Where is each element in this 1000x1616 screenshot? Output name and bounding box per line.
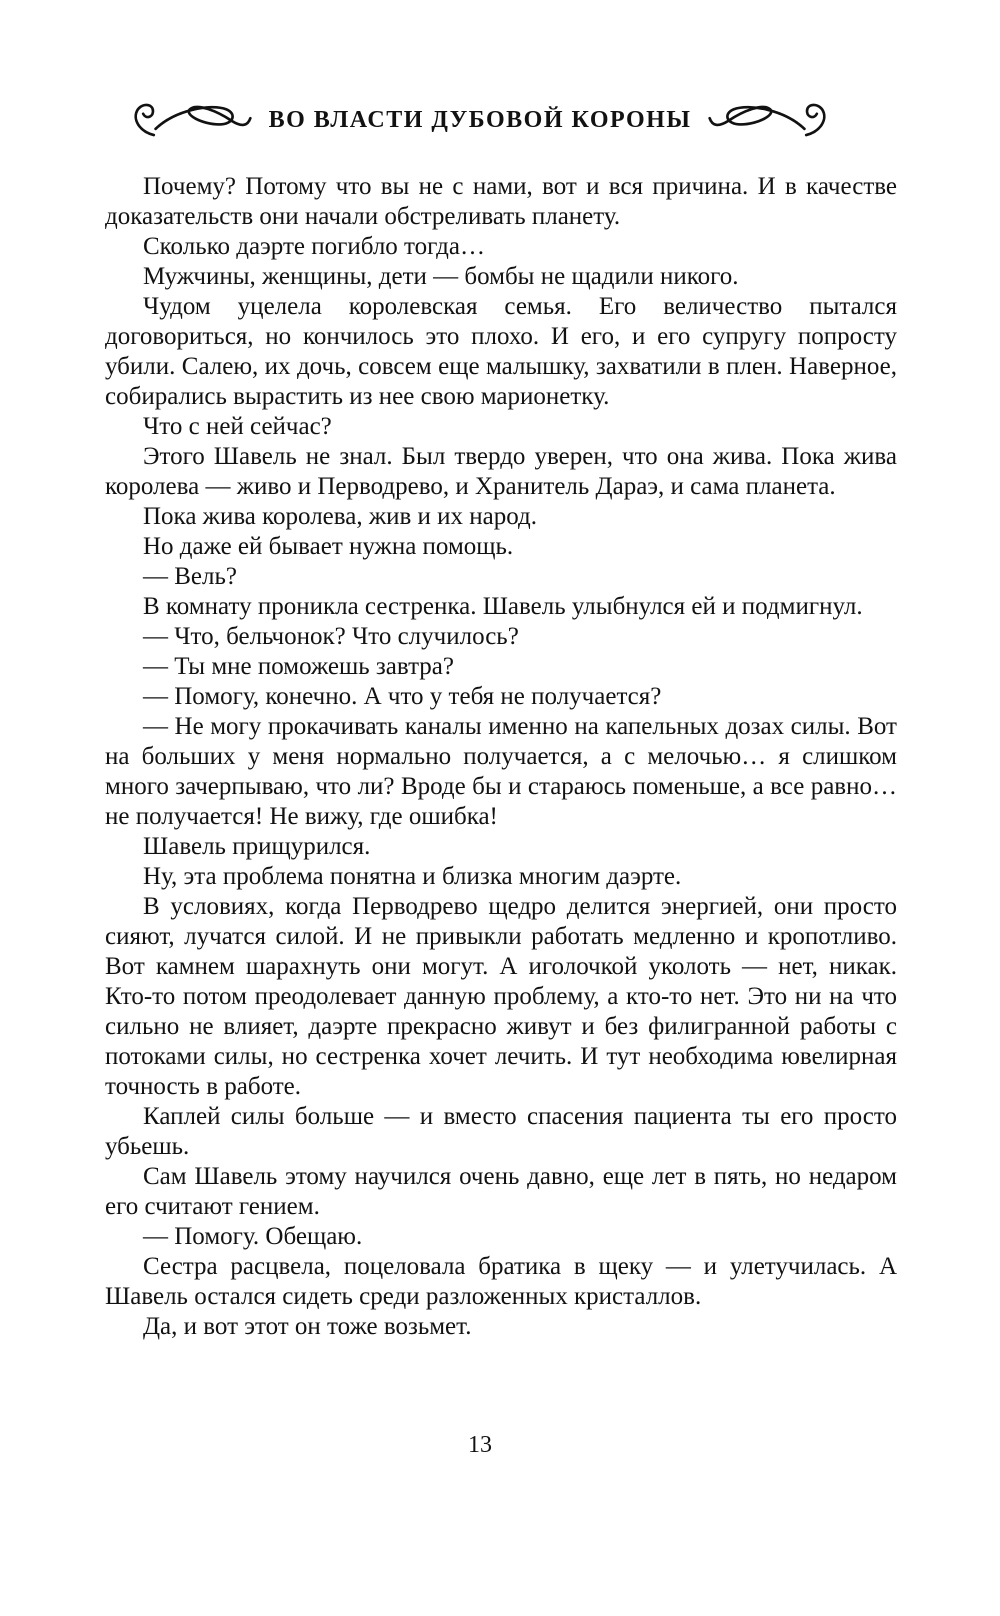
flourish-left-icon — [129, 98, 253, 142]
paragraph: Сестра расцвела, поцеловала братика в щеку — и улетучилась. А Шавель остался сидеть среди разложенных кристаллов. — [105, 1253, 897, 1310]
paragraph: Ну, эта проблема понятна и близка многим даэрте. — [143, 863, 682, 890]
paragraph: — Ты мне поможешь завтра? — [143, 653, 454, 680]
page-number: 13 — [468, 1432, 492, 1458]
running-head — [0, 98, 960, 142]
flourish-right-icon — [707, 98, 831, 142]
body-text — [105, 172, 897, 1342]
paragraph: Чудом уцелела королевская семья. Его величество пытался договориться, но кончилось это плохо. И его, и его супругу попросту убили. Салею, их дочь, совсем еще малышку, захватили в плен. Наверное, собирались вырастить из нее свою марионетку. — [105, 293, 897, 410]
chapter-running-title: ВО ВЛАСТИ ДУБОВОЙ КОРОНЫ — [268, 106, 692, 133]
paragraph: Сколько даэрте погибло тогда… — [143, 233, 485, 260]
paragraph: Каплей силы больше — и вместо спасения пациента ты его просто убьешь. — [105, 1103, 897, 1160]
paragraph: Но даже ей бывает нужна помощь. — [143, 533, 514, 560]
paragraph: Этого Шавель не знал. Был твердо уверен, что она жива. Пока жива королева — живо и Перводрево, и Хранитель Дараэ, и сама планета. — [105, 443, 897, 500]
paragraph: Шавель прищурился. — [143, 833, 371, 860]
paragraph: — Вель? — [143, 563, 237, 590]
paragraph: В условиях, когда Перводрево щедро делится энергией, они просто сияют, лучатся силой. И не привыкли работать медленно и кропотливо. Вот камнем шарахнуть они могут. А иголочкой уколоть — нет, никак. Кто-то потом преодолевает данную проблему, а кто-то нет. Это ни на что сильно не влияет, даэрте прекрасно живут и без филигранной работы с потоками силы, но сестренка хочет лечить. И тут необходима ювелирная точность в работе. — [105, 893, 897, 1100]
paragraph: — Помогу, конечно. А что у тебя не получается? — [143, 683, 662, 710]
paragraph: — Не могу прокачивать каналы именно на капельных дозах силы. Вот на больших у меня нормально получается, а с мелочью… я слишком много зачерпываю, что ли? Вроде бы и стараюсь поменьше, а все равно… не получается! Не вижу, где ошибка! — [105, 713, 897, 830]
paragraph: Мужчины, женщины, дети — бомбы не щадили никого. — [143, 263, 739, 290]
paragraph: Пока жива королева, жив и их народ. — [143, 503, 538, 530]
paragraph: В комнату проникла сестренка. Шавель улыбнулся ей и подмигнул. — [143, 593, 863, 620]
paragraph: — Помогу. Обещаю. — [143, 1223, 363, 1250]
paragraph: Что с ней сейчас? — [143, 413, 332, 440]
paragraph: Почему? Потому что вы не с нами, вот и вся причина. И в качестве доказательств они начали обстреливать планету. — [105, 173, 897, 230]
paragraph: Да, и вот этот он тоже возьмет. — [143, 1313, 472, 1340]
paragraph: — Что, бельчонок? Что случилось? — [143, 623, 519, 650]
paragraph: Сам Шавель этому научился очень давно, еще лет в пять, но недаром его считают гением. — [105, 1163, 897, 1220]
